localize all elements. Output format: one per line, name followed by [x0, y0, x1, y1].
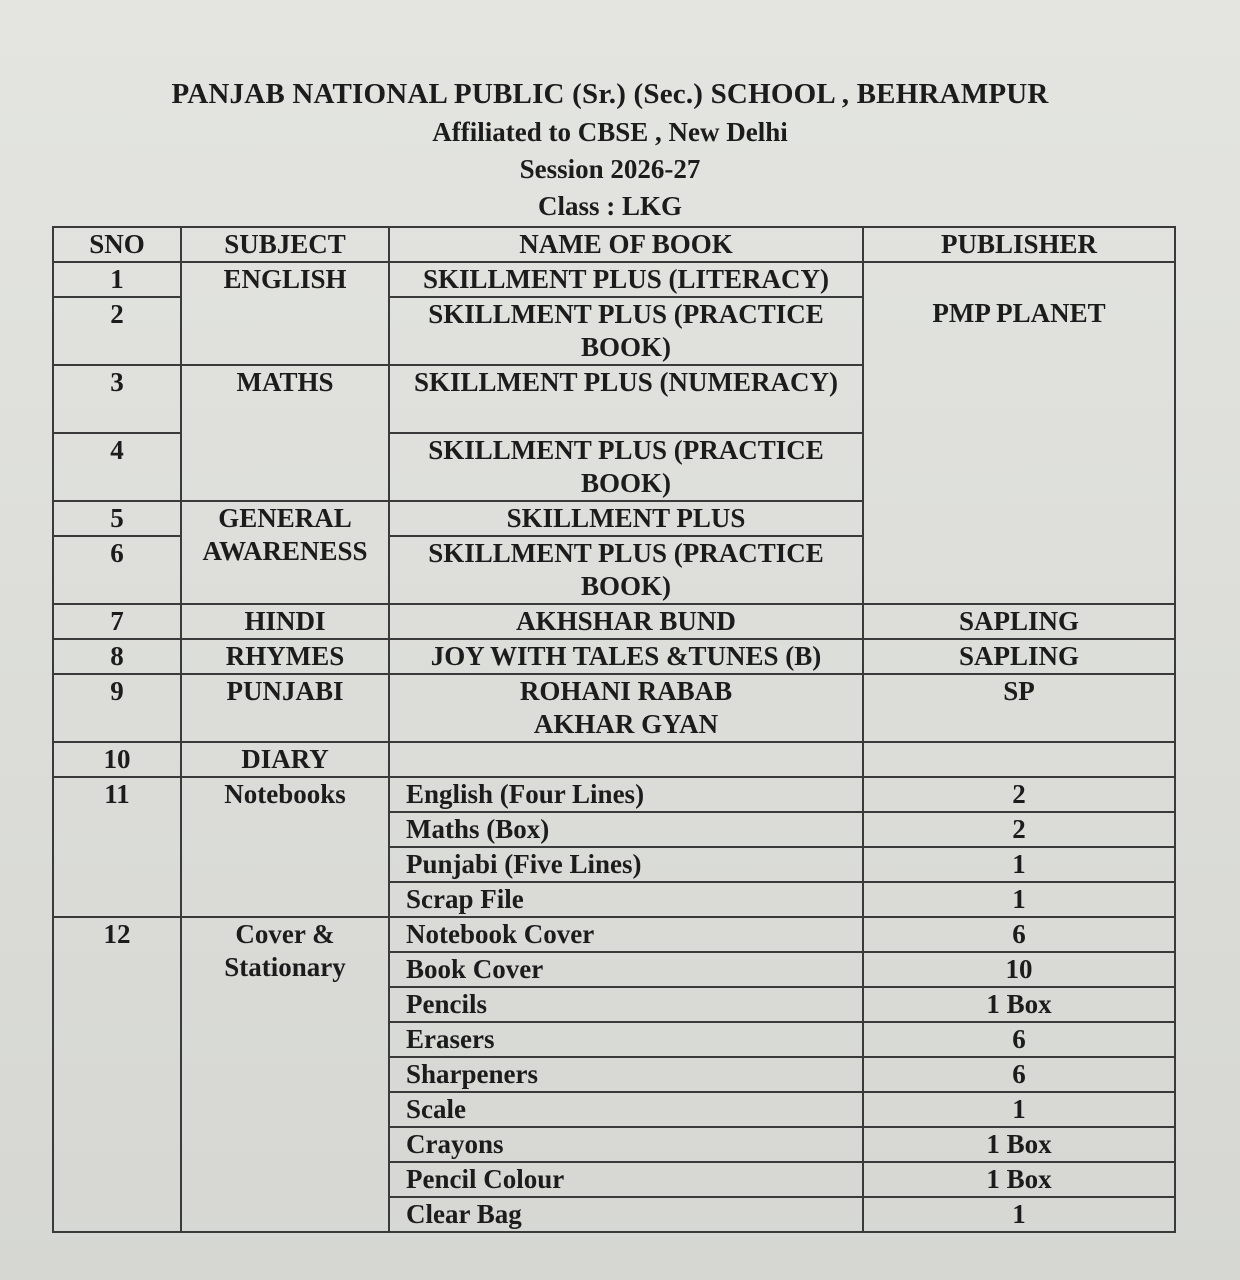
publisher-cell [863, 742, 1175, 777]
publisher-cell: SP [863, 674, 1175, 742]
qty-cell: 1 [863, 882, 1175, 917]
sno-cell: 2 [53, 297, 181, 365]
publisher-cell: SAPLING [863, 639, 1175, 674]
qty-cell: 6 [863, 917, 1175, 952]
book-cell [389, 674, 863, 742]
item-cell: Punjabi (Five Lines) [389, 847, 863, 882]
school-name: PANJAB NATIONAL PUBLIC (Sr.) (Sec.) SCHOOL , BEHRAMPUR [171, 78, 1049, 110]
book-cell: SKILLMENT PLUS (PRACTICE BOOK) [389, 433, 863, 501]
sno-cell: 4 [53, 433, 181, 501]
item-cell: Notebook Cover [389, 917, 863, 952]
sno-cell: 8 [53, 639, 181, 674]
class-label: Class : LKG [537, 191, 683, 221]
book-title: AKHAR GYAN [533, 709, 719, 739]
sno-cell: 3 [53, 365, 181, 433]
subject-cell: RHYMES [181, 639, 389, 674]
sno-cell: 6 [53, 536, 181, 604]
qty-cell: 1 [863, 847, 1175, 882]
book-list-table [52, 226, 1176, 1233]
affiliation: Affiliated to CBSE , New Delhi [432, 117, 788, 147]
book-cell: SKILLMENT PLUS (PRACTICE BOOK) [389, 297, 863, 365]
subject-cell: GENERAL AWARENESS [181, 501, 389, 604]
table-row [53, 917, 1175, 952]
qty-cell: 1 Box [863, 1127, 1175, 1162]
item-cell: Pencils [389, 987, 863, 1022]
session: Session 2026-27 [519, 154, 701, 184]
sno-cell: 11 [53, 777, 181, 917]
qty-cell: 2 [863, 777, 1175, 812]
item-cell: Crayons [389, 1127, 863, 1162]
header-book: NAME OF BOOK [389, 227, 863, 262]
table-row [53, 777, 1175, 812]
sno-cell: 1 [53, 262, 181, 297]
item-cell: English (Four Lines) [389, 777, 863, 812]
subject-cell: PUNJABI [181, 674, 389, 742]
subject-cell: DIARY [181, 742, 389, 777]
table-row [53, 742, 1175, 777]
book-cell: SKILLMENT PLUS (LITERACY) [389, 262, 863, 297]
table-row [53, 262, 1175, 297]
table-row [53, 674, 1175, 742]
header-subject: SUBJECT [181, 227, 389, 262]
publisher-cell: PMP PLANET [863, 262, 1175, 604]
qty-cell: 10 [863, 952, 1175, 987]
qty-cell: 6 [863, 1057, 1175, 1092]
book-cell: JOY WITH TALES &TUNES (B) [389, 639, 863, 674]
item-cell: Pencil Colour [389, 1162, 863, 1197]
sno-cell: 10 [53, 742, 181, 777]
book-cell: AKHSHAR BUND [389, 604, 863, 639]
subject-cell: Cover & Stationary [181, 917, 389, 1232]
item-cell: Scrap File [389, 882, 863, 917]
subject-cell: MATHS [181, 365, 389, 501]
header-publisher: PUBLISHER [863, 227, 1175, 262]
header-sno: SNO [53, 227, 181, 262]
qty-cell: 1 [863, 1092, 1175, 1127]
book-cell [389, 742, 863, 777]
table-row [53, 604, 1175, 639]
table-row [53, 639, 1175, 674]
sno-cell: 9 [53, 674, 181, 742]
qty-cell: 2 [863, 812, 1175, 847]
item-cell: Sharpeners [389, 1057, 863, 1092]
publisher-cell: SAPLING [863, 604, 1175, 639]
item-cell: Scale [389, 1092, 863, 1127]
item-cell: Erasers [389, 1022, 863, 1057]
book-cell: SKILLMENT PLUS (PRACTICE BOOK) [389, 536, 863, 604]
sno-cell: 12 [53, 917, 181, 1232]
subject-cell: ENGLISH [181, 262, 389, 365]
book-cell: SKILLMENT PLUS (NUMERACY) [389, 365, 863, 433]
subject-cell: HINDI [181, 604, 389, 639]
qty-cell: 1 [863, 1197, 1175, 1232]
table-header-row [53, 227, 1175, 262]
document-header [0, 78, 1180, 222]
book-title: ROHANI RABAB [519, 676, 733, 706]
qty-cell: 6 [863, 1022, 1175, 1057]
book-cell: SKILLMENT PLUS [389, 501, 863, 536]
item-cell: Book Cover [389, 952, 863, 987]
sno-cell: 5 [53, 501, 181, 536]
subject-cell: Notebooks [181, 777, 389, 917]
item-cell: Clear Bag [389, 1197, 863, 1232]
item-cell: Maths (Box) [389, 812, 863, 847]
qty-cell: 1 Box [863, 1162, 1175, 1197]
sno-cell: 7 [53, 604, 181, 639]
qty-cell: 1 Box [863, 987, 1175, 1022]
